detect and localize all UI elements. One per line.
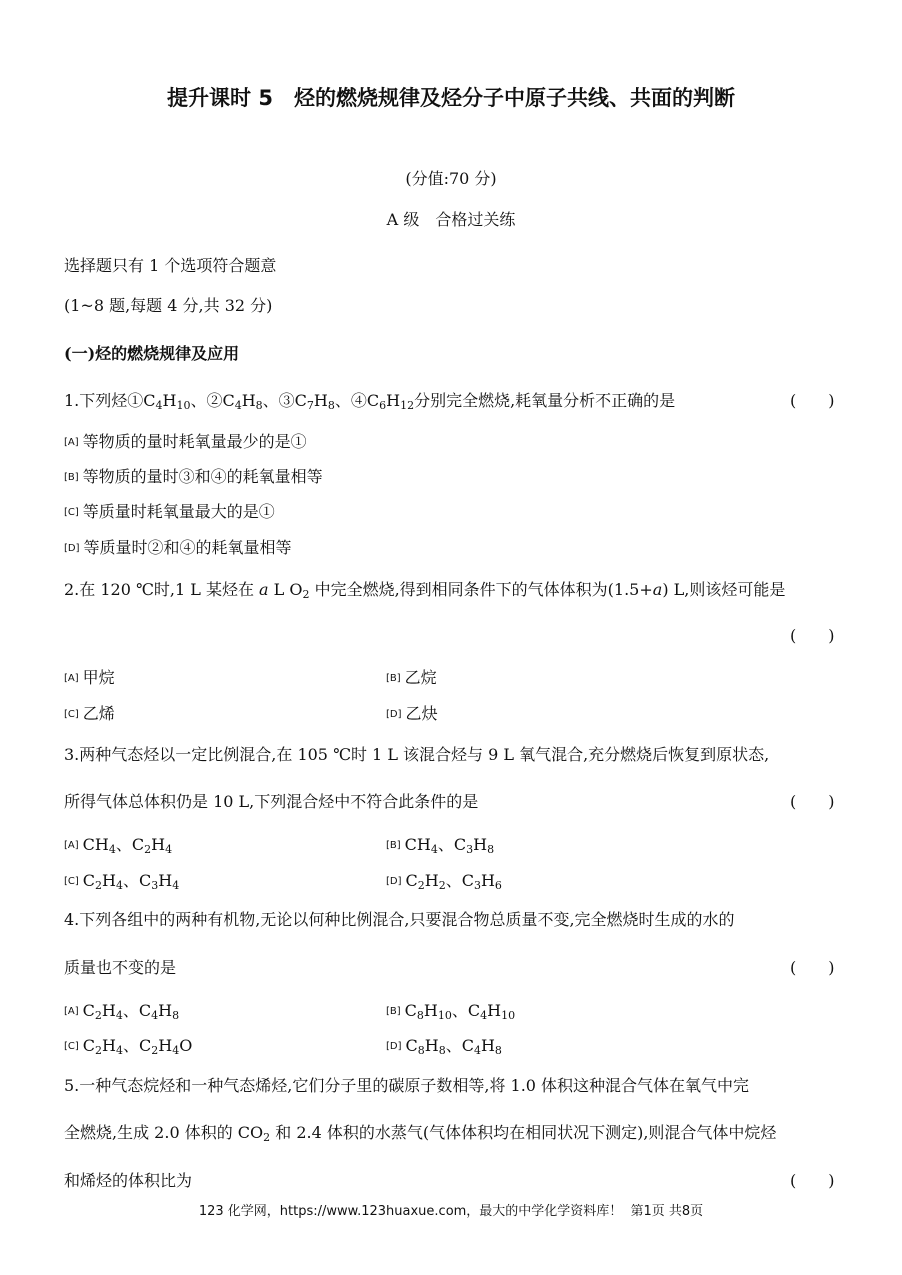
question-3-stem-line-2: 所得气体总体积仍是 10 L,下列混合烃中不符合此条件的是 [64, 792, 479, 811]
q1-option-d: [D] 等质量时②和④的耗氧量相等 [64, 538, 292, 557]
section-heading: (一)烃的燃烧规律及应用 [64, 344, 240, 363]
page-title: 提升课时 5 烃的燃烧规律及烃分子中原子共线、共面的判断 [167, 86, 735, 110]
question-4-stem-line-2: 质量也不变的是 [64, 958, 177, 977]
answer-blank-5: ( ) [790, 1171, 835, 1190]
footer-page-number: 第1页 共8页 [630, 1204, 704, 1219]
q2-option-a: [A] 甲烷 [64, 668, 115, 687]
question-3-stem-line-1: 3.两种气态烃以一定比例混合,在 105 ℃时 1 L 该混合烃与 9 L 氧气混合,充分燃烧后恢复到原状态, [64, 745, 770, 764]
answer-blank-4: ( ) [790, 958, 835, 977]
instruction-text: 选择题只有 1 个选项符合题意 [64, 256, 277, 275]
q2-option-d: [D] 乙炔 [386, 704, 438, 723]
question-5-stem-line-2: 全燃烧,生成 2.0 体积的 $CO_2$ 和 2.4 体积的水蒸气(气体体积均在相同状况下测定),则混合气体中烷烃 [64, 1123, 777, 1144]
q3-option-c: [C] $C_2H_4$、$C_3H_4$ [64, 871, 180, 892]
question-5-stem-line-1: 5.一种气态烷烃和一种气态烯烃,它们分子里的碳原子数相等,将 1.0 体积这种混合气体在氧气中完 [64, 1076, 750, 1095]
q2-option-c: [C] 乙烯 [64, 704, 115, 723]
answer-blank-1: ( ) [790, 391, 835, 410]
question-2-stem: 2.在 120 ℃时,1 L 某烃在 a L $O_2$ 中完全燃烧,得到相同条件下的气体体积为(1.5+a) L,则该烃可能是 [64, 580, 786, 601]
range-note: (1~8 题,每题 4 分,共 32 分) [64, 296, 273, 315]
footer-site-text: 123 化学网，https://www.123huaxue.com，最大的中学化学资料库！ [198, 1204, 623, 1219]
answer-blank-2: ( ) [790, 626, 835, 645]
question-5-stem-line-3: 和烯烃的体积比为 [64, 1171, 193, 1190]
q4-option-a: [A] $C_2H_4$、$C_4H_8$ [64, 1001, 180, 1022]
q4-option-c: [C] $C_2H_4$、$C_2H_4O$ [64, 1036, 193, 1057]
question-4-stem-line-1: 4.下列各组中的两种有机物,无论以何种比例混合,只要混合物总质量不变,完全燃烧时生成的水的 [64, 910, 735, 929]
q1-option-c: [C] 等质量时耗氧量最大的是① [64, 502, 275, 521]
q4-option-d: [D] $C_8H_8$、$C_4H_8$ [386, 1036, 502, 1057]
q4-option-b: [B] $C_8H_{10}$、$C_4H_{10}$ [386, 1001, 516, 1022]
q1-option-b: [B] 等物质的量时③和④的耗氧量相等 [64, 467, 323, 486]
page-footer [0, 1200, 902, 1219]
q2-option-b: [B] 乙烷 [386, 668, 437, 687]
score-note: (分值:70 分) [405, 169, 497, 188]
answer-blank-3: ( ) [790, 792, 835, 811]
level-heading: A 级 合格过关练 [386, 210, 516, 229]
q3-option-b: [B] $CH_4$、$C_3H_8$ [386, 835, 495, 856]
question-1-stem: 1.下列烃$①C_4H_{10}$、$②C_4H_8$、$③C_7H_8$、$④C_6H_{12}$分别完全燃烧,耗氧量分析不正确的是 [64, 391, 676, 412]
q1-option-a: [A] 等物质的量时耗氧量最少的是① [64, 432, 307, 451]
q3-option-a: [A] $CH_4$、$C_2H_4$ [64, 835, 173, 856]
q3-option-d: [D] $C_2H_2$、$C_3H_6$ [386, 871, 502, 892]
